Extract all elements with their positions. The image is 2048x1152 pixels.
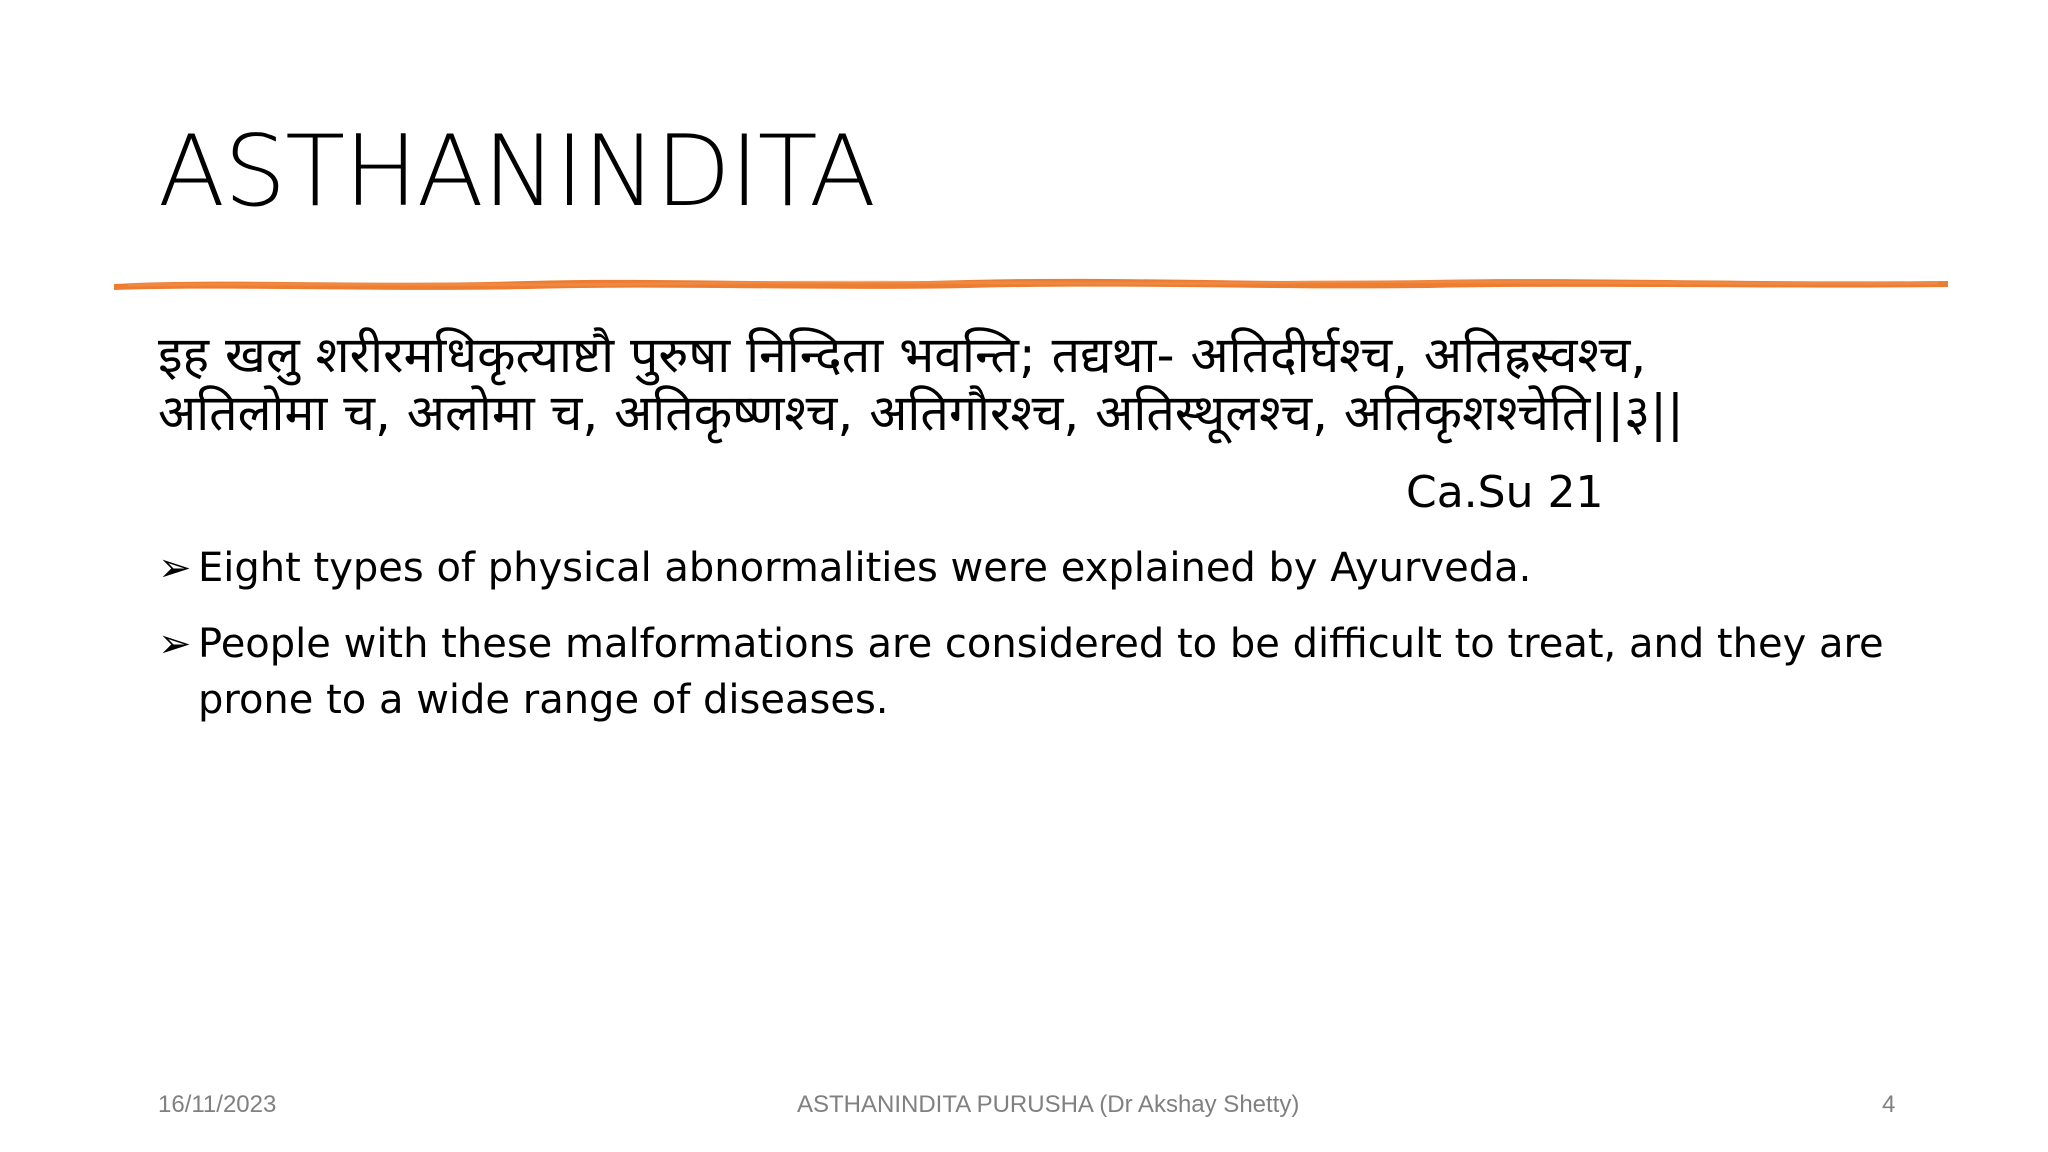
sanskrit-line: अतिलोमा च, अलोमा च, अतिकृष्णश्च, अतिगौरश्च, अतिस्थूलश्च, अतिकृशश्चेति||३|| xyxy=(158,384,1684,442)
title-divider-brushstroke xyxy=(108,270,1954,296)
arrow-bullet-icon: ➢ xyxy=(158,621,192,667)
footer-page-number: 4 xyxy=(1882,1091,1896,1118)
footer-title: ASTHANINDITA PURUSHA (Dr Akshay Shetty) xyxy=(797,1091,1300,1118)
verse-citation: Ca.Su 21 xyxy=(1406,467,1604,518)
bullet-text: Eight types of physical abnormalities were explained by Ayurveda. xyxy=(198,545,1532,591)
bullet-list xyxy=(158,540,1898,748)
bullet-text: People with these malformations are considered to be difficult to treat, and they are prone to a wide range of diseases. xyxy=(198,621,1884,723)
sanskrit-line: इह खलु शरीरमधिकृत्याष्टौ पुरुषा निन्दिता भवन्ति; तद्यथा- अतिदीर्घश्च, अतिह्रस्वश्च, xyxy=(158,326,1647,384)
sanskrit-verse xyxy=(158,326,1898,442)
slide-title: ASTHANINDITA xyxy=(158,115,876,229)
list-item xyxy=(158,616,1898,728)
list-item xyxy=(158,540,1898,596)
arrow-bullet-icon: ➢ xyxy=(158,545,192,591)
footer-date: 16/11/2023 xyxy=(158,1091,277,1118)
